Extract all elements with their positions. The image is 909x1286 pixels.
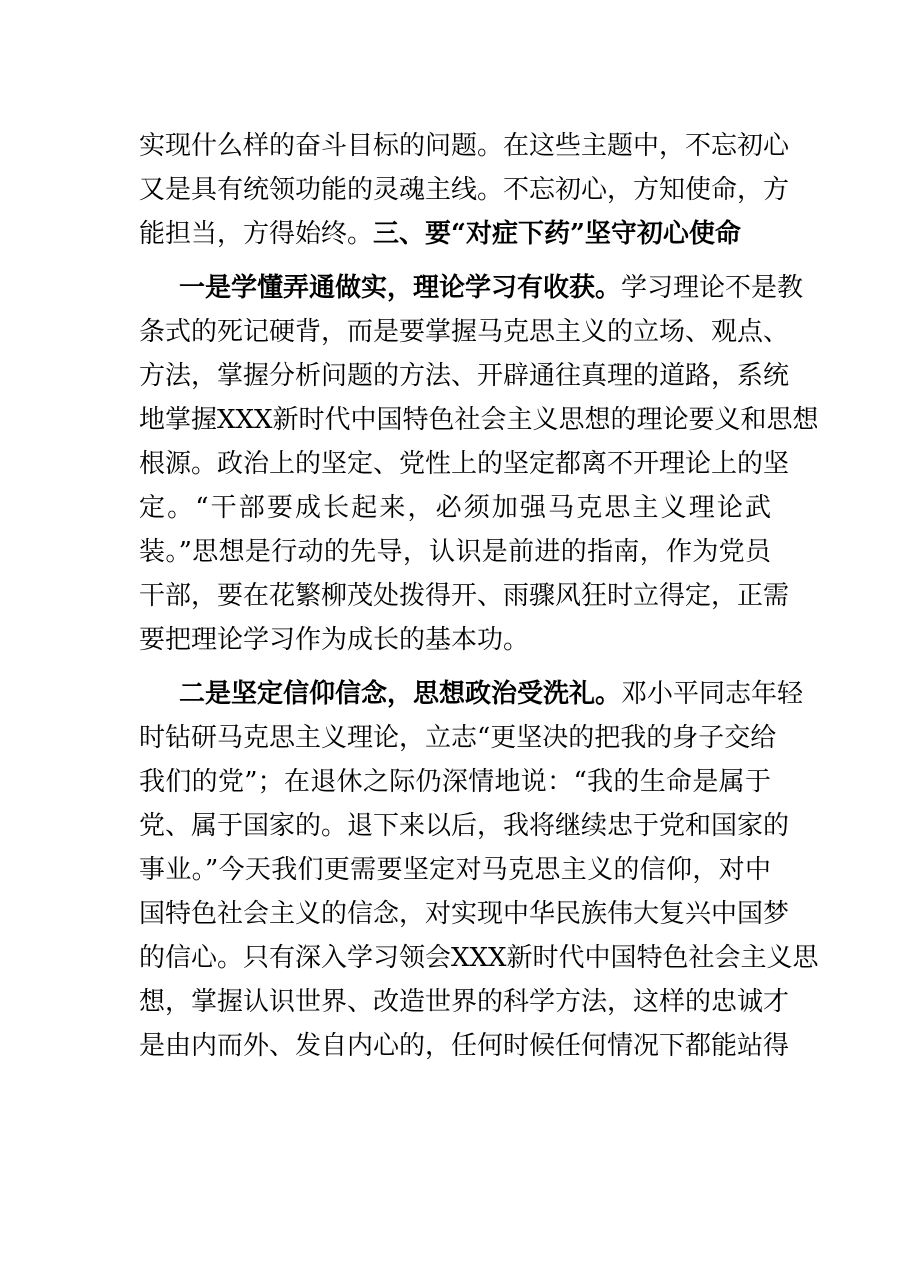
text-line: 干部，要在花繁柳茂处拨得开、雨骤风狂时立得定，正需 — [139, 581, 790, 611]
paragraph-3 — [139, 672, 819, 1068]
paragraph-gap — [139, 662, 771, 672]
text-line: 又是具有统领功能的灵魂主线。不忘初心，方知使命，方 — [139, 175, 790, 205]
text-fragment: 能担当，方得始终。 — [139, 219, 374, 249]
text-line: 地掌握XXX新时代中国特色社会主义思想的理论要义和思想 — [139, 405, 819, 435]
paragraph-gap — [139, 256, 771, 266]
text-line: 时钻研马克思主义理论，立志“更坚决的把我的身子交给 — [139, 723, 777, 753]
text-line — [139, 212, 771, 256]
paragraph-2 — [139, 266, 819, 662]
text-line — [139, 672, 804, 716]
text-line: 根源。政治上的坚定、党性上的坚定都离不开理论上的坚 — [139, 449, 790, 479]
text-line: 党、属于国家的。退下来以后，我将继续忠于党和国家的 — [139, 811, 790, 841]
text-line: 国特色社会主义的信念，对实现中华民族伟大复兴中国梦 — [139, 899, 790, 929]
subsection-heading: 二是坚定信仰信念，思想政治受洗礼。 — [179, 679, 622, 709]
text-line — [139, 266, 804, 310]
text-line: 要把理论学习作为成长的基本功。 — [139, 625, 530, 655]
text-fragment: 邓小平同志年轻 — [621, 679, 804, 709]
text-fragment: 学习理论不是教 — [621, 273, 804, 303]
text-line: 装。”思想是行动的先导，认识是前进的指南，作为党员 — [139, 537, 771, 567]
paragraph-1 — [139, 124, 790, 256]
text-line: 实现什么样的奋斗目标的问题。在这些主题中，不忘初心 — [139, 131, 790, 161]
text-line: 的信心。只有深入学习领会XXX新时代中国特色社会主义思 — [139, 943, 819, 973]
text-line: 我们的党”；在退休之际仍深情地说：“我的生命是属于 — [139, 767, 771, 797]
section-heading: 三、要“对症下药”坚守初心使命 — [373, 219, 741, 249]
text-line: 是由内而外、发自内心的，任何时候任何情况下都能站得 — [139, 1031, 790, 1061]
text-line: 条式的死记硬背，而是要掌握马克思主义的立场、观点、 — [139, 317, 790, 347]
text-line: 方法，掌握分析问题的方法、开辟通往真理的道路，系统 — [139, 361, 790, 391]
text-line: 想，掌握认识世界、改造世界的科学方法，这样的忠诚才 — [139, 987, 790, 1017]
subsection-heading: 一是学懂弄通做实，理论学习有收获。 — [179, 273, 622, 303]
text-line: 事业。”今天我们更需要坚定对马克思主义的信仰，对中 — [139, 855, 771, 885]
text-line: 定。“干部要成长起来，必须加强马克思主义理论武 — [139, 493, 771, 523]
document-body — [139, 124, 819, 1068]
